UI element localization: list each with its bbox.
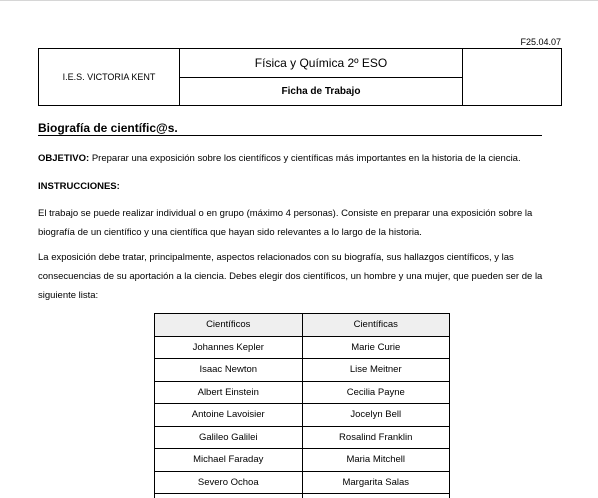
table-cell: Severo Ochoa: [155, 471, 303, 494]
table-row: [155, 494, 450, 498]
table-cell: Margarita Salas: [302, 471, 450, 494]
table-row: [155, 336, 450, 359]
table-row: [155, 404, 450, 427]
table-row: [155, 449, 450, 472]
header-blank-cell: [463, 49, 562, 106]
instructions-heading: INSTRUCCIONES:: [38, 181, 120, 192]
document-code: F25.04.07: [520, 37, 561, 47]
table-cell: Galileo Galilei: [155, 426, 303, 449]
document-title: Biografía de científic@s.: [38, 121, 542, 136]
table-cell: Michael Faraday: [155, 449, 303, 472]
instructions-paragraph-2: La exposición debe tratar, principalmente, aspectos relacionados con su biografía, sus hallazgos científicos, y las consecuencias de su aportación a la ciencia. Debes elegir dos científicos, un hombre y una mujer, que pueden ser de la siguiente lista:: [38, 252, 543, 301]
objective-label: OBJETIVO:: [38, 153, 90, 164]
table-cell: Isaac Newton: [155, 359, 303, 382]
table-cell: Albert Einstein: [155, 381, 303, 404]
table-cell: Rosalind Franklin: [302, 426, 450, 449]
column-header-scientists-female: Científicas: [302, 314, 450, 337]
instructions-paragraph-1: El trabajo se puede realizar individual o en grupo (máximo 4 personas). Consiste en preparar una exposición sobre la biografía de un científico y una científica que hayan sido relevantes a lo largo de la historia.: [38, 208, 533, 238]
table-cell: Jocelyn Bell: [302, 404, 450, 427]
table-cell: [302, 494, 450, 498]
table-row: [155, 471, 450, 494]
scientists-table: [154, 313, 450, 498]
table-row: [155, 381, 450, 404]
header-table: [38, 48, 562, 106]
table-cell: Antoine Lavoisier: [155, 404, 303, 427]
subject-title: Física y Química 2º ESO: [180, 49, 463, 78]
school-name: I.E.S. VICTORIA KENT: [39, 49, 180, 106]
table-cell: Marie Curie: [302, 336, 450, 359]
objective-text: Preparar una exposición sobre los científicos y científicas más importantes en la historia de la ciencia.: [89, 153, 521, 164]
table-cell: Cecilia Payne: [302, 381, 450, 404]
table-row: [155, 359, 450, 382]
table-cell: Maria Mitchell: [302, 449, 450, 472]
sheet-type: Ficha de Trabajo: [180, 78, 463, 106]
table-header-row: [155, 314, 450, 337]
column-header-scientists-male: Científicos: [155, 314, 303, 337]
page-top-border: [0, 0, 598, 1]
table-cell: Lise Meitner: [302, 359, 450, 382]
table-row: [155, 426, 450, 449]
objective-paragraph: [38, 149, 562, 168]
table-cell: Johannes Kepler: [155, 336, 303, 359]
table-cell: [155, 494, 303, 498]
